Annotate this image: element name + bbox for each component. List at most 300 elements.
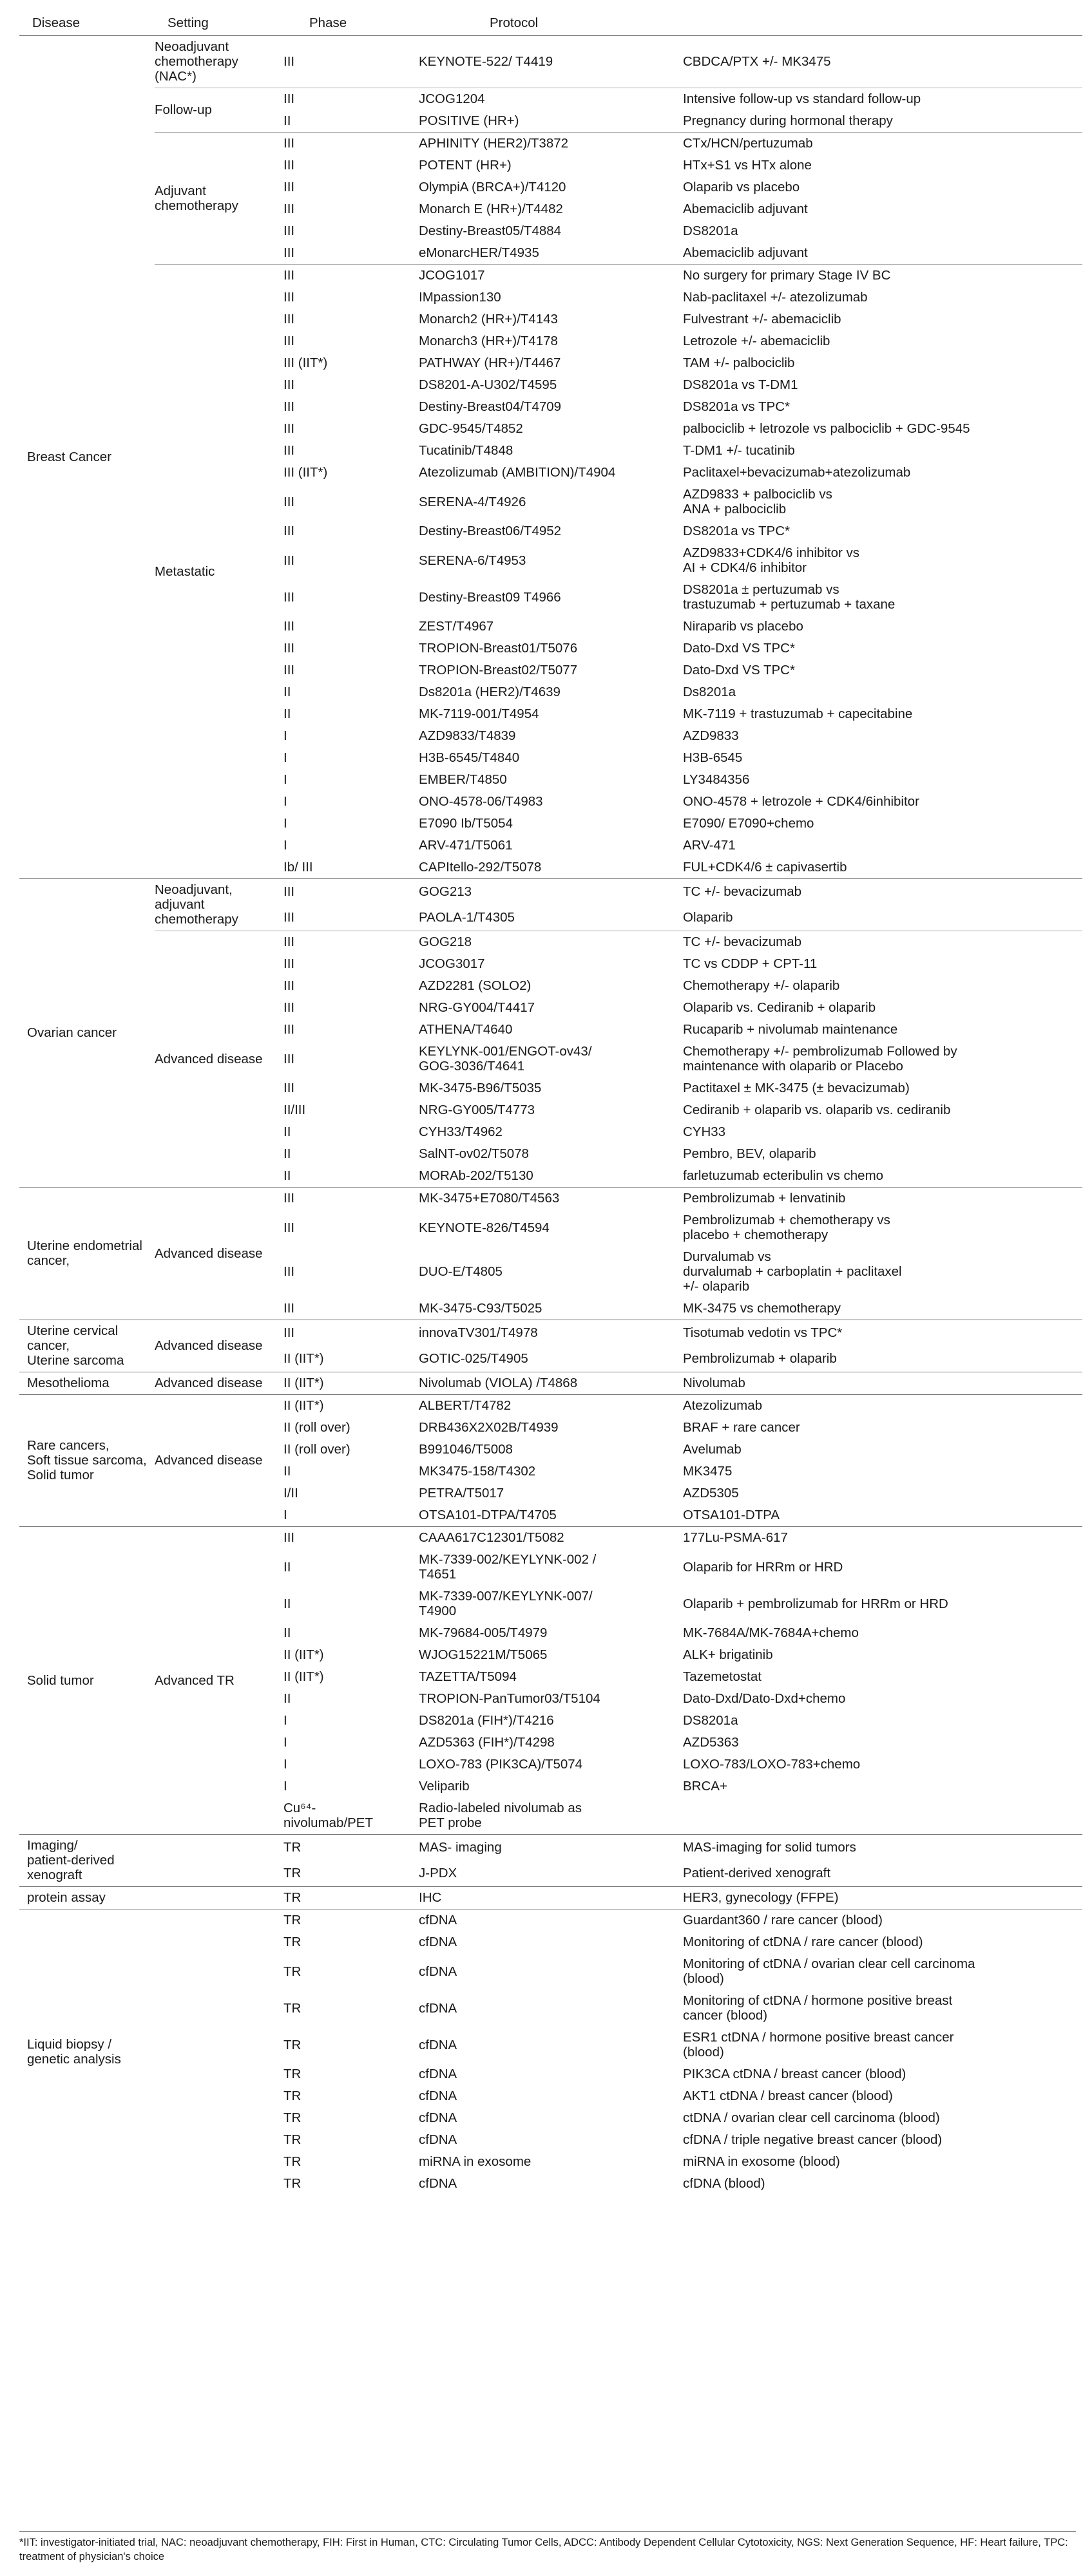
regimen-cell: CYH33 [683, 1124, 726, 1139]
regimen-cell: Nab-paclitaxel +/- atezolizumab [683, 290, 868, 305]
phase-cell: TR [283, 2176, 302, 2191]
protocol-cell: JCOG1017 [419, 265, 683, 287]
protocol-cell: MK-79684-005/T4979 [419, 1625, 548, 1640]
protocol-cell: TROPION-PanTumor03/T5104 [419, 1691, 600, 1706]
protocol-table [19, 13, 1082, 2195]
regimen-cell: MK-7119 + trastuzumab + capecitabine [683, 706, 913, 721]
header-blank [683, 13, 1082, 36]
protocol-cell: GOTIC-025/T4905 [419, 1351, 528, 1366]
phase-cell: II [283, 113, 291, 128]
phase-cell: I [283, 772, 287, 787]
phase-cell: II (roll over) [283, 1442, 350, 1457]
setting-cell: Follow-up [155, 88, 283, 133]
phase-cell: TR [283, 1964, 302, 1979]
phase-cell: III [283, 978, 295, 993]
phase-cell: III [283, 1000, 295, 1015]
protocol-cell: KEYLYNK-001/ENGOT-ov43/ GOG-3036/T4641 [419, 1044, 592, 1074]
regimen-cell: Tazemetostat [683, 1669, 762, 1684]
phase-cell: II/III [283, 1103, 306, 1117]
phase-cell: III [283, 494, 295, 509]
phase-cell: III (IIT*) [283, 355, 328, 370]
protocol-cell: CAPItello-292/T5078 [419, 860, 542, 875]
protocol-cell: JCOG3017 [419, 956, 485, 971]
phase-cell: III [283, 54, 295, 69]
phase-cell: III [283, 1188, 419, 1210]
regimen-cell: Olaparib + pembrolizumab for HRRm or HRD [683, 1596, 948, 1611]
table-row [19, 1320, 1082, 1347]
regimen-cell: Dato-Dxd VS TPC* [683, 663, 795, 677]
regimen-cell: ALK+ brigatinib [683, 1647, 773, 1662]
phase-cell: TR [283, 2154, 302, 2169]
regimen-cell: CBDCA/PTX +/- MK3475 [683, 54, 831, 69]
phase-cell: II (IIT*) [283, 1647, 324, 1662]
phase-cell: III [283, 931, 419, 954]
table-header-row [19, 13, 1082, 36]
protocol-cell: E7090 Ib/T5054 [419, 816, 513, 831]
protocol-cell: POSITIVE (HR+) [419, 113, 519, 128]
disease-cell: Mesothelioma [19, 1372, 155, 1395]
table-row [19, 133, 1082, 155]
protocol-cell: CYH33/T4962 [419, 1124, 503, 1139]
regimen-cell: Abemaciclib adjuvant [683, 245, 808, 260]
phase-cell: TR [283, 1835, 419, 1861]
regimen-cell: MK-7684A/MK-7684A+chemo [683, 1625, 859, 1640]
protocol-cell: Monarch E (HR+)/T4482 [419, 202, 563, 216]
regimen-cell: cfDNA / triple negative breast cancer (blood) [683, 2132, 943, 2147]
regimen-cell: Durvalumab vs durvalumab + carboplatin + paclitaxel +/- olaparib [683, 1249, 902, 1294]
regimen-cell [683, 1797, 1082, 1835]
regimen-cell: Atezolizumab [683, 1395, 1082, 1417]
protocol-table-container [19, 13, 1082, 2195]
protocol-cell: PATHWAY (HR+)/T4467 [419, 355, 561, 370]
protocol-cell: Nivolumab (VIOLA) /T4868 [419, 1372, 683, 1395]
setting-cell [155, 1887, 283, 1909]
table-row [19, 1372, 1082, 1395]
regimen-cell: Monitoring of ctDNA / ovarian clear cell carcinoma (blood) [683, 1956, 975, 1986]
phase-cell: II [283, 1691, 291, 1706]
regimen-cell: AZD9833 + palbociclib vs ANA + palbociclib [683, 487, 832, 516]
regimen-cell: Tisotumab vedotin vs TPC* [683, 1320, 1082, 1347]
regimen-cell: TC +/- bevacizumab [683, 931, 1082, 954]
phase-cell: I [283, 1779, 287, 1794]
phase-cell: TR [283, 1935, 302, 1949]
regimen-cell: Niraparib vs placebo [683, 619, 803, 634]
regimen-cell: Dato-Dxd VS TPC* [683, 641, 795, 656]
regimen-cell: Monitoring of ctDNA / hormone positive breast cancer (blood) [683, 1993, 953, 2023]
regimen-cell: MK3475 [683, 1464, 733, 1479]
protocol-cell: Veliparib [419, 1779, 470, 1794]
protocol-cell: KEYNOTE-522/ T4419 [419, 54, 553, 69]
phase-cell: I [283, 794, 287, 809]
protocol-cell: WJOG15221M/T5065 [419, 1647, 548, 1662]
protocol-cell: MK-3475+E7080/T4563 [419, 1188, 683, 1210]
protocol-cell: cfDNA [419, 1909, 683, 1932]
regimen-cell: E7090/ E7090+chemo [683, 816, 814, 831]
protocol-cell: Monarch3 (HR+)/T4178 [419, 334, 558, 348]
phase-cell: I [283, 1757, 287, 1772]
phase-cell: III [283, 589, 295, 605]
protocol-cell: SERENA-6/T4953 [419, 553, 526, 568]
phase-cell: II [283, 685, 291, 699]
protocol-cell: Radio-labeled nivolumab as PET probe [419, 1801, 582, 1830]
protocol-cell: MK-3475-B96/T5035 [419, 1081, 542, 1095]
protocol-cell: cfDNA [419, 2110, 457, 2125]
protocol-cell: AZD2281 (SOLO2) [419, 978, 532, 993]
regimen-cell: palbociclib + letrozole vs palbociclib + GDC-9545 [683, 421, 970, 436]
table-row [19, 1395, 1082, 1417]
setting-cell: Advanced disease [155, 1372, 283, 1395]
phase-cell: III [283, 1022, 295, 1037]
setting-cell [155, 1835, 283, 1887]
phase-cell: II [283, 1146, 291, 1161]
protocol-cell: ARV-471/T5061 [419, 838, 513, 853]
regimen-cell: CTx/HCN/pertuzumab [683, 133, 1082, 155]
phase-cell: III [283, 377, 295, 392]
regimen-cell: Pembro, BEV, olaparib [683, 1146, 816, 1161]
regimen-cell: LOXO-783/LOXO-783+chemo [683, 1757, 861, 1772]
regimen-cell: Pactitaxel ± MK-3475 (± bevacizumab) [683, 1081, 910, 1095]
footnote: *IIT: investigator-initiated trial, NAC: neoadjuvant chemotherapy, FIH: First in Human, CTC: Circulating Tumor Cells, ADCC: Antibody Dependent Cellular Cytotoxicity, NGS: Next Generation Sequence, HF: Heart failure, TPC: treatment of physician's choice [19, 2531, 1076, 2564]
protocol-cell: cfDNA [419, 2067, 457, 2081]
protocol-cell: DS8201-A-U302/T4595 [419, 377, 557, 392]
phase-cell: III [283, 956, 295, 971]
table-body [19, 36, 1082, 2195]
protocol-cell: Destiny-Breast06/T4952 [419, 524, 562, 538]
phase-cell: II [283, 1464, 291, 1479]
table-row [19, 265, 1082, 287]
protocol-cell: APHINITY (HER2)/T3872 [419, 133, 683, 155]
protocol-cell: JCOG1204 [419, 88, 683, 111]
protocol-cell: KEYNOTE-826/T4594 [419, 1220, 550, 1235]
phase-cell: I [283, 728, 287, 743]
phase-cell: TR [283, 1909, 419, 1932]
regimen-cell: cfDNA (blood) [683, 2176, 765, 2191]
table-row [19, 88, 1082, 111]
regimen-cell: Rucaparib + nivolumab maintenance [683, 1022, 898, 1037]
regimen-cell: DS8201a vs T-DM1 [683, 377, 798, 392]
protocol-cell: ZEST/T4967 [419, 619, 494, 634]
regimen-cell: FUL+CDK4/6 ± capivasertib [683, 860, 847, 875]
phase-cell: III [283, 290, 295, 305]
protocol-cell: TROPION-Breast02/T5077 [419, 663, 578, 677]
protocol-cell: GDC-9545/T4852 [419, 421, 523, 436]
phase-cell: III [283, 443, 295, 458]
phase-cell: I [283, 1713, 287, 1728]
setting-cell: Advanced disease [155, 1320, 283, 1372]
regimen-cell: Intensive follow-up vs standard follow-up [683, 88, 1082, 111]
regimen-cell: BRCA+ [683, 1779, 727, 1794]
table-row [19, 36, 1082, 88]
protocol-cell: cfDNA [419, 2132, 457, 2147]
protocol-cell: MAS- imaging [419, 1835, 683, 1861]
phase-cell: II (IIT*) [283, 1351, 324, 1366]
protocol-cell: EMBER/T4850 [419, 772, 507, 787]
phase-cell: III [283, 1051, 295, 1066]
regimen-cell: AKT1 ctDNA / breast cancer (blood) [683, 2088, 893, 2103]
phase-cell: III [283, 180, 295, 194]
regimen-cell: ESR1 ctDNA / hormone positive breast cancer (blood) [683, 2030, 954, 2060]
disease-cell: Ovarian cancer [19, 879, 155, 1188]
regimen-cell: T-DM1 +/- tucatinib [683, 443, 795, 458]
regimen-cell: Ds8201a [683, 685, 736, 699]
regimen-cell: Paclitaxel+bevacizumab+atezolizumab [683, 465, 911, 480]
phase-cell: II [283, 1559, 291, 1575]
protocol-cell: TROPION-Breast01/T5076 [419, 641, 578, 656]
phase-cell: TR [283, 2000, 302, 2016]
disease-cell: Rare cancers, Soft tissue sarcoma, Solid tumor [19, 1395, 155, 1527]
phase-cell: TR [283, 1866, 302, 1880]
phase-cell: III [283, 421, 295, 436]
phase-cell: I [283, 816, 287, 831]
protocol-cell: H3B-6545/T4840 [419, 750, 520, 765]
phase-cell: III (IIT*) [283, 465, 328, 480]
regimen-cell: OTSA101-DTPA [683, 1508, 780, 1522]
regimen-cell: MK-3475 vs chemotherapy [683, 1301, 841, 1316]
protocol-cell: AZD9833/T4839 [419, 728, 516, 743]
regimen-cell: Nivolumab [683, 1372, 1082, 1395]
disease-cell: Imaging/ patient-derived xenograft [19, 1835, 155, 1887]
regimen-cell: TC vs CDDP + CPT-11 [683, 956, 818, 971]
protocol-cell: ALBERT/T4782 [419, 1395, 683, 1417]
protocol-cell: cfDNA [419, 2037, 457, 2052]
protocol-cell: IMpassion130 [419, 290, 501, 305]
protocol-cell: SERENA-4/T4926 [419, 494, 526, 509]
protocol-cell: MK3475-158/T4302 [419, 1464, 536, 1479]
protocol-cell: B991046/T5008 [419, 1442, 513, 1457]
protocol-cell: MK-7119-001/T4954 [419, 706, 539, 721]
regimen-cell: ctDNA / ovarian clear cell carcinoma (blood) [683, 2110, 940, 2125]
regimen-cell: Avelumab [683, 1442, 742, 1457]
protocol-cell: IHC [419, 1887, 683, 1909]
regimen-cell: Pregnancy during hormonal therapy [683, 113, 893, 128]
table-row [19, 1188, 1082, 1210]
regimen-cell: TAM +/- palbociclib [683, 355, 795, 370]
protocol-cell: miRNA in exosome [419, 2154, 532, 2169]
protocol-cell: ONO-4578-06/T4983 [419, 794, 543, 809]
disease-cell: Uterine endometrial cancer, [19, 1188, 155, 1320]
protocol-cell: DS8201a (FIH*)/T4216 [419, 1713, 554, 1728]
phase-cell: TR [283, 2110, 302, 2125]
disease-cell: Solid tumor [19, 1527, 155, 1835]
regimen-cell: Fulvestrant +/- abemaciclib [683, 312, 841, 327]
phase-cell: Ib/ III [283, 860, 313, 875]
phase-cell: III [283, 1220, 295, 1235]
phase-cell: III [283, 202, 295, 216]
table-row [19, 1887, 1082, 1909]
phase-cell: TR [283, 2088, 302, 2103]
protocol-cell: Destiny-Breast09 T4966 [419, 589, 561, 605]
protocol-cell: ATHENA/T4640 [419, 1022, 513, 1037]
phase-cell: TR [283, 2132, 302, 2147]
disease-cell: Uterine cervical cancer, Uterine sarcoma [19, 1320, 155, 1372]
phase-cell: TR [283, 1887, 419, 1909]
phase-cell: III [283, 1301, 295, 1316]
phase-cell: I [283, 750, 287, 765]
setting-cell: Advanced TR [155, 1527, 283, 1835]
regimen-cell: DS8201a [683, 223, 738, 238]
setting-cell [155, 1909, 283, 2195]
regimen-cell: LY3484356 [683, 772, 750, 787]
phase-cell: III [283, 663, 295, 677]
protocol-cell: TAZETTA/T5094 [419, 1669, 517, 1684]
setting-cell: Neoadjuvant chemotherapy (NAC*) [155, 39, 238, 84]
phase-cell: III [283, 619, 295, 634]
regimen-cell: farletuzumab ecteribulin vs chemo [683, 1168, 884, 1183]
regimen-cell: H3B-6545 [683, 750, 743, 765]
protocol-cell: GOG213 [419, 879, 683, 905]
phase-cell: II [283, 1596, 291, 1611]
phase-cell: III [283, 641, 295, 656]
regimen-cell: TC +/- bevacizumab [683, 879, 1082, 905]
phase-cell: III [283, 1081, 295, 1095]
regimen-cell: No surgery for primary Stage IV BC [683, 265, 1082, 287]
phase-cell: III [283, 223, 295, 238]
disease-cell: protein assay [19, 1887, 155, 1909]
regimen-cell: miRNA in exosome (blood) [683, 2154, 840, 2169]
phase-cell: III [283, 399, 295, 414]
phase-cell: II (roll over) [283, 1420, 350, 1435]
phase-cell: III [283, 88, 419, 111]
protocol-cell: DUO-E/T4805 [419, 1264, 503, 1279]
table-row [19, 879, 1082, 905]
protocol-cell: MK-7339-002/KEYLYNK-002 / T4651 [419, 1552, 597, 1582]
regimen-cell: AZD5363 [683, 1735, 739, 1750]
protocol-cell: LOXO-783 (PIK3CA)/T5074 [419, 1757, 583, 1772]
phase-cell: III [283, 245, 295, 260]
table-row [19, 1909, 1082, 1932]
regimen-cell: HTx+S1 vs HTx alone [683, 158, 812, 173]
setting-cell: Advanced disease [155, 1188, 283, 1320]
regimen-cell: DS8201a vs TPC* [683, 524, 790, 538]
setting-cell: Neoadjuvant, adjuvant chemotherapy [155, 879, 283, 931]
regimen-cell: AZD9833 [683, 728, 739, 743]
protocol-cell: Ds8201a (HER2)/T4639 [419, 685, 561, 699]
header-phase: Phase [283, 13, 419, 36]
regimen-cell: AZD5305 [683, 1486, 739, 1501]
protocol-cell: eMonarcHER/T4935 [419, 245, 539, 260]
table-row [19, 931, 1082, 954]
regimen-cell: Dato-Dxd/Dato-Dxd+chemo [683, 1691, 846, 1706]
regimen-cell: Pembrolizumab + lenvatinib [683, 1188, 1082, 1210]
regimen-cell: PIK3CA ctDNA / breast cancer (blood) [683, 2067, 906, 2081]
phase-cell: II [283, 706, 291, 721]
protocol-cell: SalNT-ov02/T5078 [419, 1146, 529, 1161]
protocol-cell: NRG-GY004/T4417 [419, 1000, 535, 1015]
protocol-cell: MORAb-202/T5130 [419, 1168, 533, 1183]
regimen-cell: Monitoring of ctDNA / rare cancer (blood) [683, 1935, 923, 1949]
phase-cell: III [283, 265, 419, 287]
regimen-cell: Olaparib for HRRm or HRD [683, 1559, 843, 1575]
regimen-cell: DS8201a vs TPC* [683, 399, 790, 414]
protocol-cell: PAOLA-1/T4305 [419, 910, 515, 925]
table-row [19, 1835, 1082, 1861]
setting-cell: Metastatic [155, 265, 283, 879]
table-row [19, 1527, 1082, 1549]
regimen-cell: HER3, gynecology (FFPE) [683, 1887, 1082, 1909]
protocol-cell: Destiny-Breast04/T4709 [419, 399, 562, 414]
header-setting: Setting [155, 13, 283, 36]
header-disease: Disease [19, 13, 155, 36]
setting-cell: Adjuvant chemotherapy [155, 133, 283, 265]
phase-cell: III [283, 524, 295, 538]
phase-cell: III [283, 1320, 419, 1347]
protocol-cell: Monarch2 (HR+)/T4143 [419, 312, 558, 327]
disease-cell: Liquid biopsy / genetic analysis [19, 1909, 155, 2195]
phase-cell: III [283, 879, 419, 905]
regimen-cell: Guardant360 / rare cancer (blood) [683, 1909, 1082, 1932]
protocol-cell: POTENT (HR+) [419, 158, 512, 173]
setting-cell: Advanced disease [155, 1395, 283, 1527]
protocol-cell: cfDNA [419, 2088, 457, 2103]
regimen-cell: Pembrolizumab + chemotherapy vs placebo + chemotherapy [683, 1213, 890, 1242]
protocol-cell: AZD5363 (FIH*)/T4298 [419, 1735, 555, 1750]
protocol-cell: innovaTV301/T4978 [419, 1320, 683, 1347]
phase-cell: I/II [283, 1486, 298, 1501]
phase-cell: TR [283, 2067, 302, 2081]
phase-cell: II (IIT*) [283, 1395, 419, 1417]
phase-cell: II [283, 1168, 291, 1183]
phase-cell: III [283, 910, 295, 925]
protocol-cell: CAAA617C12301/T5082 [419, 1527, 683, 1549]
phase-cell: Cu⁶⁴- nivolumab/PET [283, 1801, 374, 1830]
regimen-cell: ONO-4578 + letrozole + CDK4/6inhibitor [683, 794, 919, 809]
phase-cell: III [283, 133, 419, 155]
protocol-cell: OlympiA (BRCA+)/T4120 [419, 180, 566, 194]
header-protocol: Protocol [419, 13, 683, 36]
protocol-cell: MK-7339-007/KEYLYNK-007/ T4900 [419, 1589, 593, 1618]
protocol-cell: cfDNA [419, 1935, 457, 1949]
phase-cell: III [283, 553, 295, 568]
regimen-cell: MAS-imaging for solid tumors [683, 1835, 1082, 1861]
protocol-cell: OTSA101-DTPA/T4705 [419, 1508, 557, 1522]
phase-cell: II [283, 1124, 291, 1139]
phase-cell: TR [283, 2037, 302, 2052]
protocol-cell: NRG-GY005/T4773 [419, 1103, 535, 1117]
protocol-cell: PETRA/T5017 [419, 1486, 504, 1501]
regimen-cell: Letrozole +/- abemaciclib [683, 334, 830, 348]
setting-cell: Advanced disease [155, 931, 283, 1188]
phase-cell: III [283, 1527, 419, 1549]
phase-cell: III [283, 312, 295, 327]
phase-cell: I [283, 838, 287, 853]
regimen-cell: Olaparib [683, 910, 733, 925]
regimen-cell: 177Lu-PSMA-617 [683, 1527, 1082, 1549]
phase-cell: III [283, 1264, 295, 1279]
phase-cell: II [283, 1625, 291, 1640]
regimen-cell: Cediranib + olaparib vs. olaparib vs. cediranib [683, 1103, 951, 1117]
protocol-cell: Tucatinib/T4848 [419, 443, 513, 458]
protocol-cell: cfDNA [419, 1964, 457, 1979]
regimen-cell: Chemotherapy +/- pembrolizumab Followed by maintenance with olaparib or Placebo [683, 1044, 957, 1074]
regimen-cell: Pembrolizumab + olaparib [683, 1351, 837, 1366]
regimen-cell: Olaparib vs placebo [683, 180, 800, 194]
phase-cell: III [283, 158, 295, 173]
regimen-cell: ARV-471 [683, 838, 736, 853]
protocol-cell: J-PDX [419, 1866, 457, 1880]
regimen-cell: Abemaciclib adjuvant [683, 202, 808, 216]
regimen-cell: BRAF + rare cancer [683, 1420, 800, 1435]
protocol-cell: cfDNA [419, 2000, 457, 2016]
protocol-cell: DRB436X2X02B/T4939 [419, 1420, 559, 1435]
regimen-cell: DS8201a ± pertuzumab vs trastuzumab + pertuzumab + taxane [683, 582, 896, 612]
regimen-cell: Patient-derived xenograft [683, 1866, 831, 1880]
phase-cell: I [283, 1735, 287, 1750]
regimen-cell: Chemotherapy +/- olaparib [683, 978, 840, 993]
phase-cell: III [283, 334, 295, 348]
protocol-cell: Destiny-Breast05/T4884 [419, 223, 562, 238]
disease-cell: Breast Cancer [27, 450, 112, 464]
phase-cell: II (IIT*) [283, 1669, 324, 1684]
